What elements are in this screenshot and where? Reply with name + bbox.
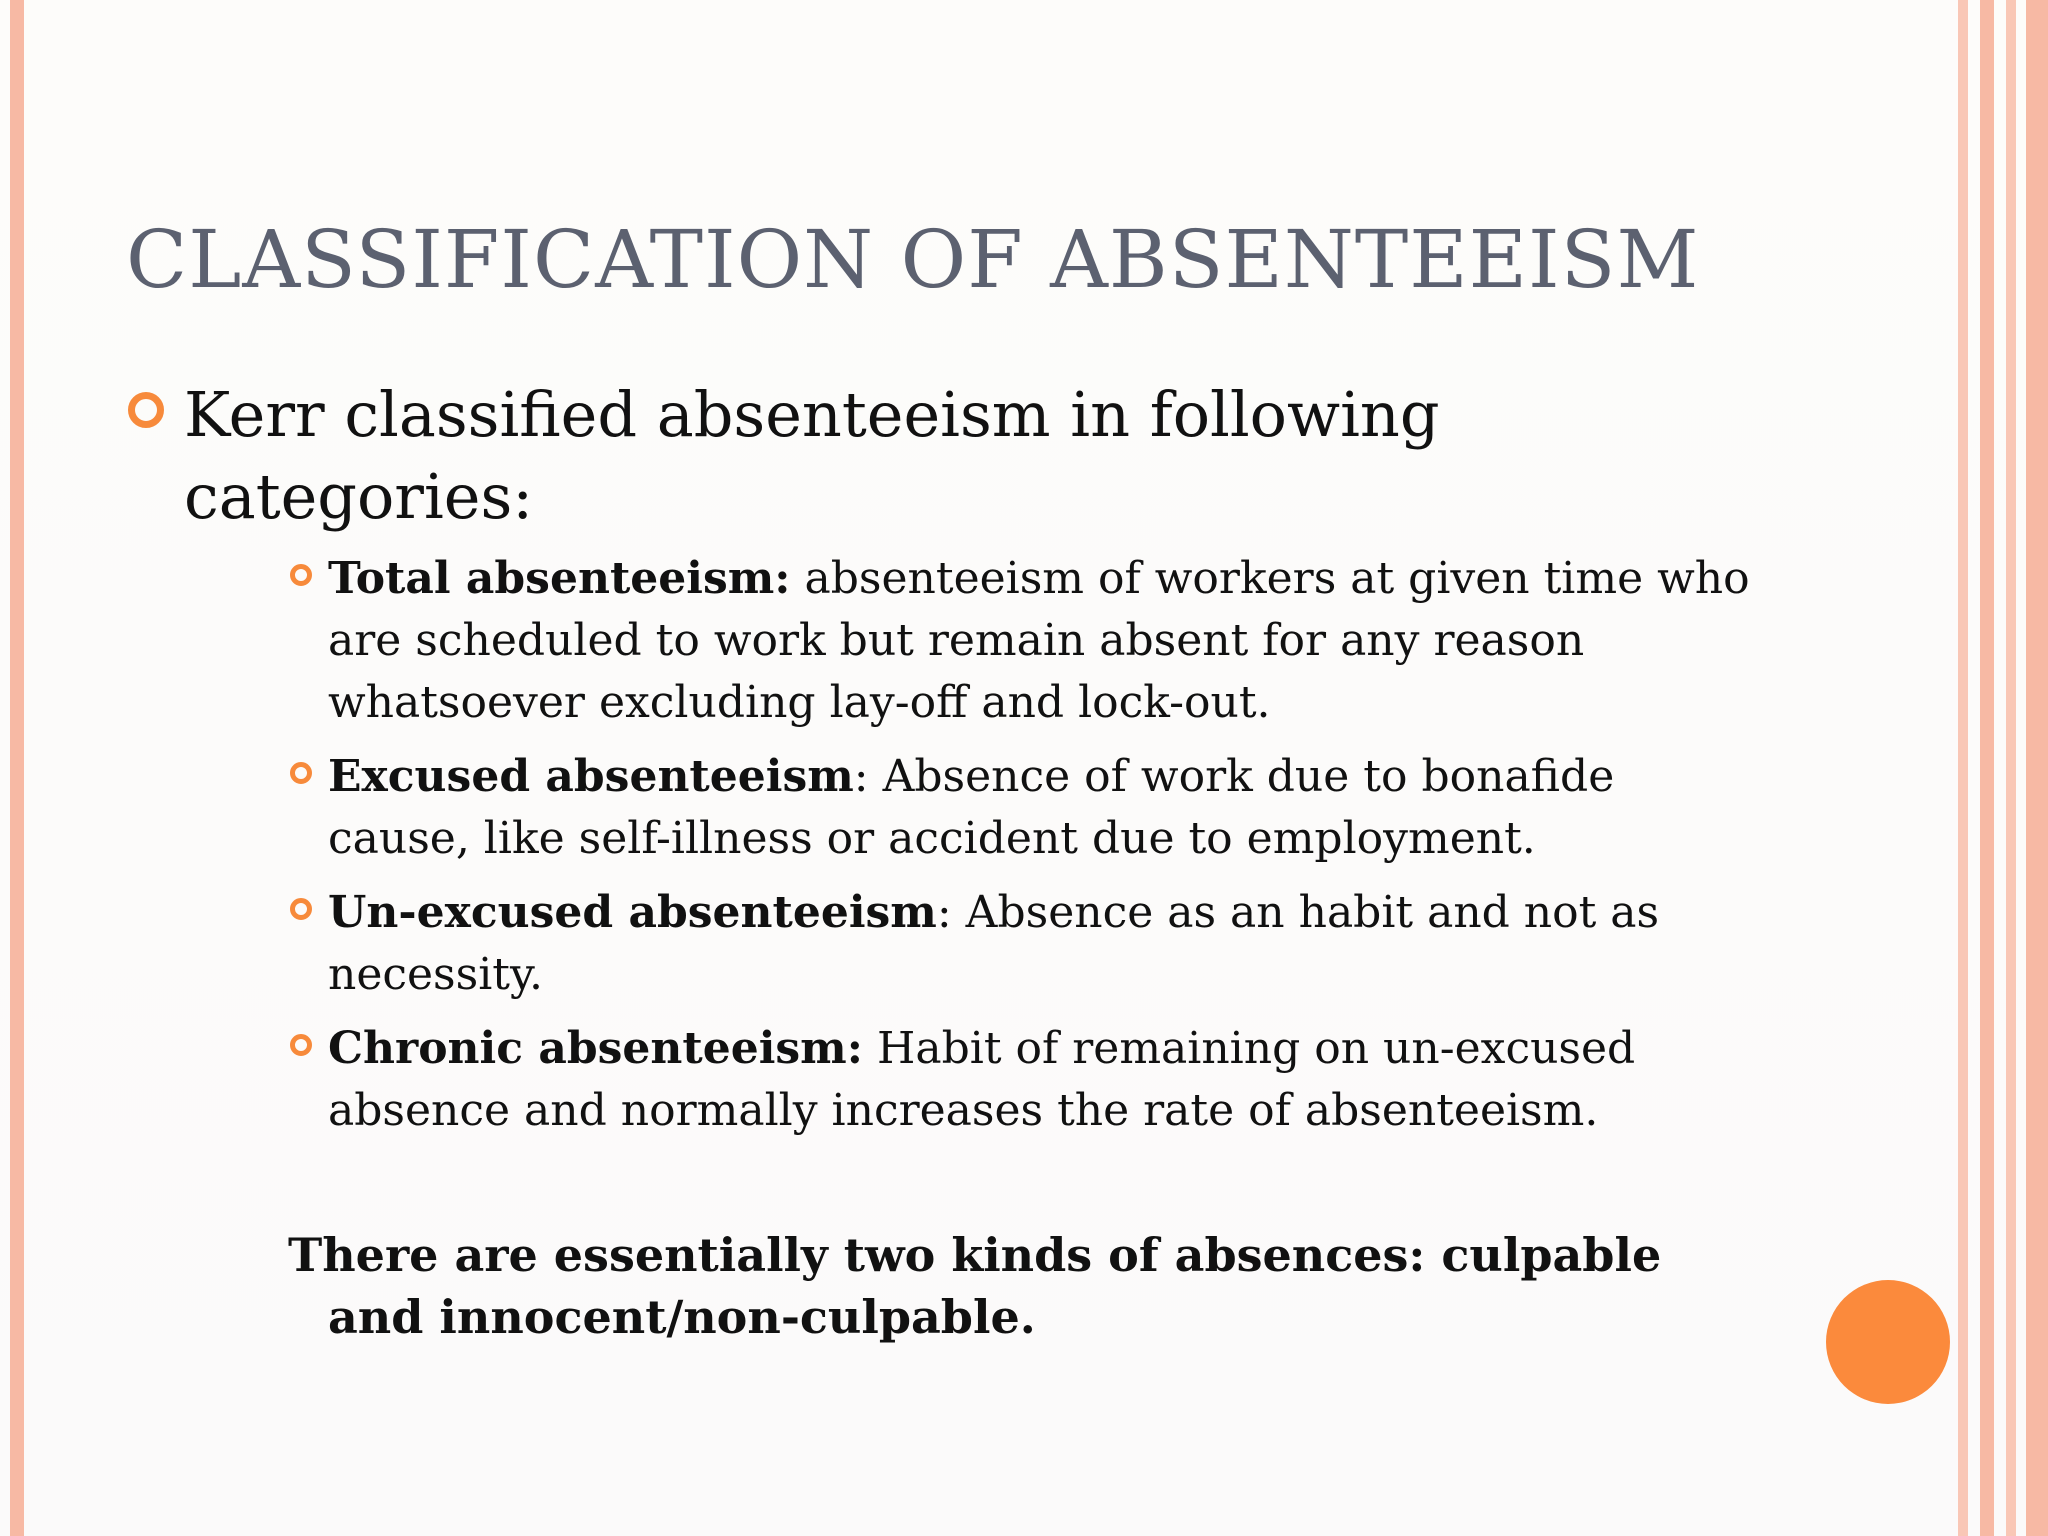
list-item: [328, 1018, 1768, 1142]
bullet-ring-icon: [128, 392, 164, 428]
intro-text: Kerr classified absenteeism in following categories:: [184, 378, 1440, 533]
category-term: Chronic absenteeism:: [328, 1023, 863, 1074]
category-definition: : Absence as an habit and not as necessity.: [328, 887, 1660, 1000]
category-term: Un-excused absenteeism: [328, 887, 937, 938]
right-border-stripe: [2006, 0, 2016, 1536]
right-border-stripe: [1980, 0, 1994, 1536]
slide-title: CLASSIFICATION OF ABSENTEEISM: [126, 213, 1700, 306]
category-definition: Habit of remaining on un-excused absence and normally increases the rate of absenteeism.: [328, 1023, 1636, 1136]
list-item: [328, 548, 1768, 734]
decorative-circle: [1826, 1280, 1950, 1404]
category-term: Excused absenteeism: [328, 751, 854, 802]
list-item: [328, 746, 1768, 870]
left-border-stripe: [10, 0, 24, 1536]
right-border-stripe: [2026, 0, 2048, 1536]
category-list: [328, 548, 1768, 1154]
bullet-ring-icon: [290, 898, 312, 920]
bullet-ring-icon: [290, 1034, 312, 1056]
summary-text: There are essentially two kinds of absences: culpable and innocent/non-culpable.: [288, 1228, 1662, 1344]
right-border-stripe: [1958, 0, 1968, 1536]
category-term: Total absenteeism:: [328, 553, 791, 604]
category-definition: : Absence of work due to bonafide cause, like self-illness or accident due to employment.: [328, 751, 1615, 864]
bullet-ring-icon: [290, 762, 312, 784]
list-item: [328, 882, 1768, 1006]
category-definition: absenteeism of workers at given time who are scheduled to work but remain absent for any reason whatsoever excluding lay-off and lock-out.: [328, 553, 1750, 728]
bullet-ring-icon: [290, 564, 312, 586]
